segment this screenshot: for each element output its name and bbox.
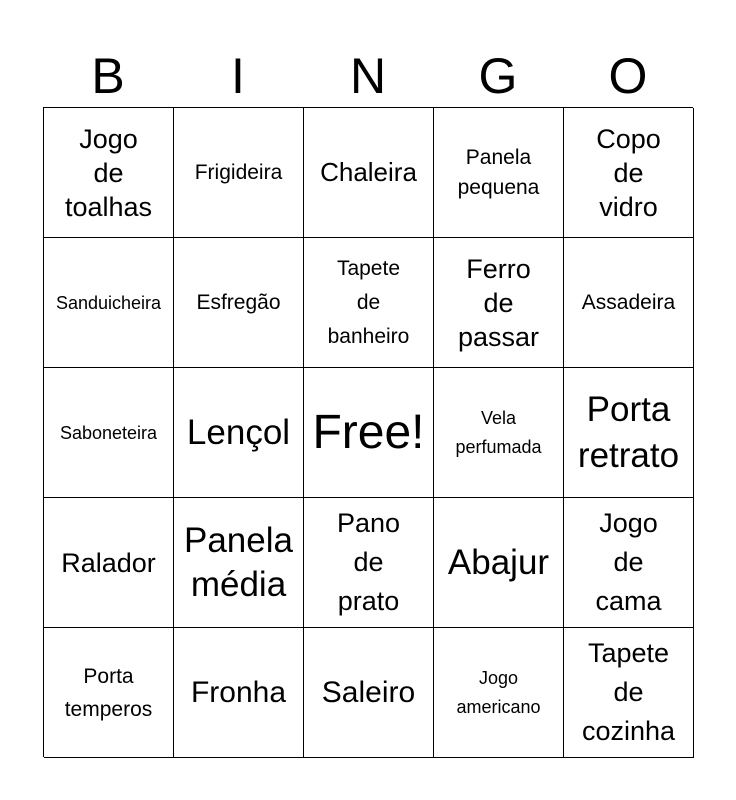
bingo-cell[interactable] [564,368,694,498]
cell-text: Saleiro [321,675,416,709]
cell-text: Ralador [61,547,156,578]
cell-text: Panela média [184,520,293,604]
cell-text: Lençol [186,412,291,452]
bingo-cell[interactable] [434,628,564,758]
cell-text: Jogo americano [456,667,541,717]
cell-text: Chaleira [320,157,417,187]
bingo-cell[interactable] [44,628,174,758]
bingo-cell[interactable] [174,628,304,758]
bingo-cell[interactable] [304,498,434,628]
cell-text: Ferro de passar [457,253,540,352]
bingo-cell[interactable] [434,238,564,368]
bingo-cell[interactable] [304,628,434,758]
bingo-cell[interactable] [174,238,304,368]
bingo-cell[interactable] [434,498,564,628]
cell-text: Tapete de banheiro [327,256,410,348]
header-letter-o: O [608,48,648,104]
header-letter-g: G [478,48,518,104]
cell-text: Panela pequena [457,145,540,199]
cell-text: Frigideira [194,160,283,184]
cell-text: Assadeira [581,290,676,314]
bingo-cell[interactable] [564,108,694,238]
bingo-cell[interactable] [174,108,304,238]
bingo-cell[interactable] [44,368,174,498]
free-space: Free! [312,405,425,459]
bingo-grid [43,107,693,757]
bingo-cell[interactable] [174,498,304,628]
cell-text: Esfregão [196,290,281,314]
bingo-cell[interactable] [44,238,174,368]
bingo-cell[interactable] [564,498,694,628]
cell-text: Saboneteira [59,422,158,443]
cell-text: Tapete de cozinha [581,638,676,746]
header-letter-n: N [349,48,387,104]
bingo-cell[interactable] [174,368,304,498]
bingo-cell[interactable] [304,108,434,238]
bingo-cell[interactable] [44,108,174,238]
bingo-cell[interactable] [434,368,564,498]
header-letter-b: B [91,48,125,104]
bingo-cell[interactable] [304,238,434,368]
bingo-cell[interactable] [304,368,434,498]
cell-text: Jogo de toalhas [64,123,153,222]
cell-text: Fronha [190,675,287,709]
cell-text: Porta temperos [64,664,153,721]
bingo-cell[interactable] [44,498,174,628]
bingo-cell[interactable] [434,108,564,238]
header-letter-i: I [231,48,245,104]
cell-text: Porta retrato [577,389,680,475]
cell-text: Sanduicheira [55,292,162,313]
bingo-header [43,44,693,108]
cell-text: Jogo de cama [595,508,662,616]
cell-text: Abajur [447,542,550,582]
bingo-cell[interactable] [564,238,694,368]
cell-text: Vela perfumada [455,407,542,457]
cell-text: Pano de prato [336,508,401,616]
bingo-cell[interactable] [564,628,694,758]
cell-text: Copo de vidro [596,123,661,222]
